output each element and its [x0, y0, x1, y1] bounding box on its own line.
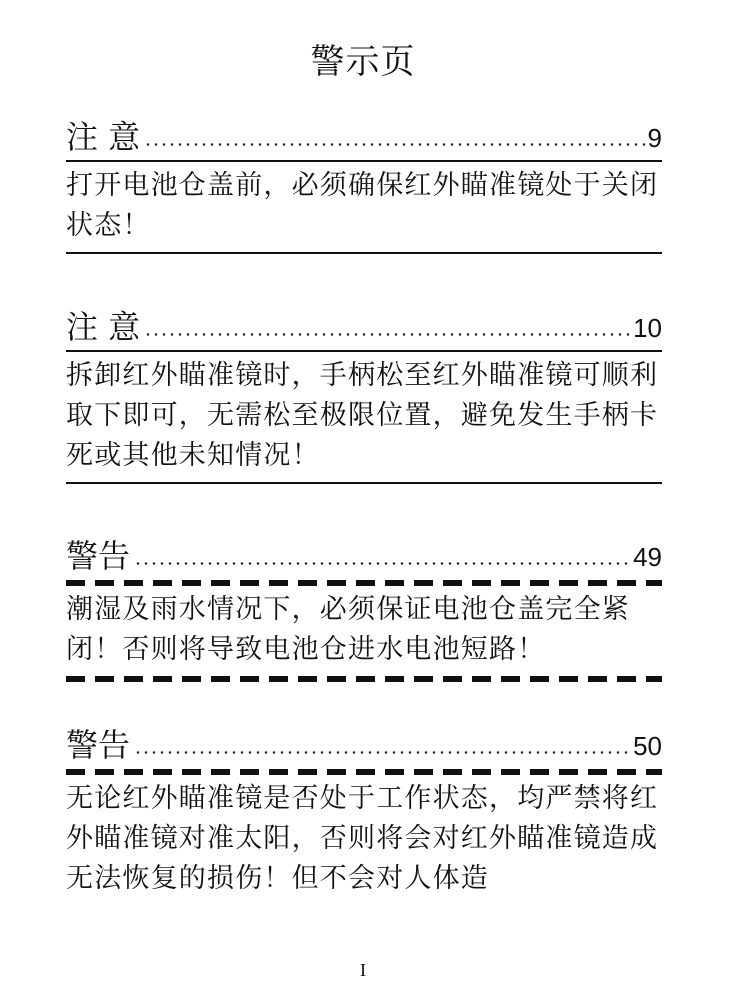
- warning-label: 警告: [66, 537, 131, 575]
- caution-block-2: [66, 306, 662, 484]
- caution-heading: [66, 306, 662, 346]
- dot-leader: [144, 143, 645, 146]
- caution-text: 拆卸红外瞄准镜时，手柄松至红外瞄准镜可顺利取下即可，无需松至极限位置，避免发生手柄卡死或其他未知情况！: [66, 360, 659, 471]
- dot-leader: [134, 751, 631, 754]
- warning-text: 无论红外瞄准镜是否处于工作状态，均严禁将红外瞄准镜对准太阳，否则将会对红外瞄准镜造成无法恢复的损伤！但不会对人体造: [66, 783, 659, 894]
- warning-text: 潮湿及雨水情况下，必须保证电池仓盖完全紧闭！否则将导致电池仓进水电池短路！: [66, 594, 630, 665]
- section-end-divider: [66, 482, 662, 484]
- section-end-dashed-divider: [66, 676, 662, 682]
- footer-page-number: I: [360, 960, 366, 980]
- page-reference: 9: [647, 123, 662, 153]
- page-reference: 49: [633, 542, 662, 572]
- warning-block-1: [66, 535, 662, 682]
- page-title: 警示页: [310, 42, 416, 82]
- caution-text: 打开电池仓盖前，必须确保红外瞄准镜处于关闭状态！: [66, 170, 659, 241]
- warning-label: 警告: [66, 726, 131, 764]
- page-reference: 50: [633, 731, 662, 761]
- warning-heading: [66, 535, 662, 575]
- caution-block-1: [66, 116, 662, 254]
- dot-leader: [144, 333, 631, 336]
- caution-label: 注 意: [66, 308, 141, 346]
- caution-label: 注 意: [66, 118, 141, 156]
- section-end-divider: [66, 252, 662, 254]
- warning-block-2: [66, 724, 662, 905]
- page-reference: 10: [633, 313, 662, 343]
- dot-leader: [134, 562, 631, 565]
- warning-heading: [66, 724, 662, 764]
- caution-heading: [66, 116, 662, 156]
